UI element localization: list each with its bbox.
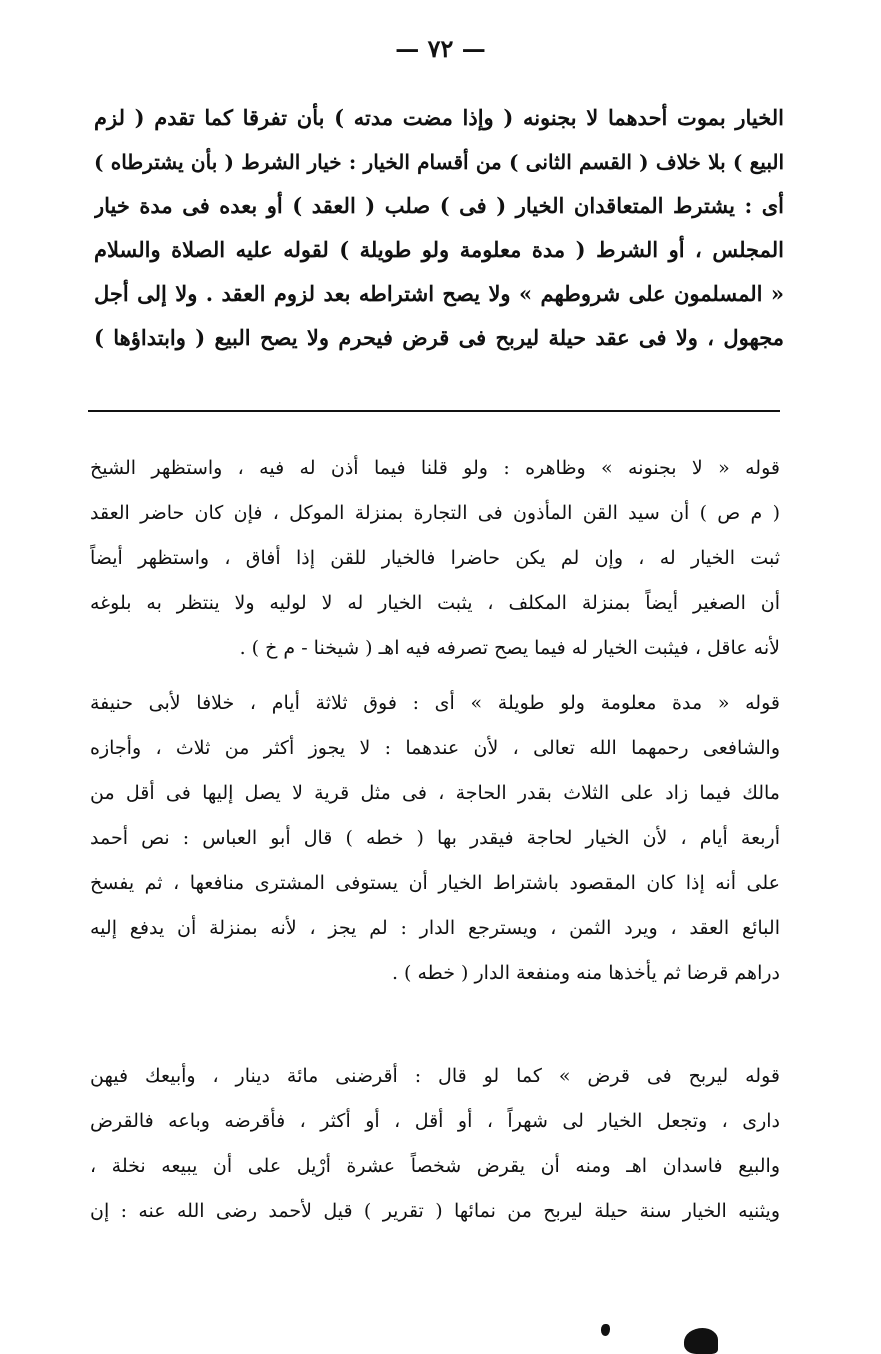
main-text-line: البيع ) بلا خلاف ( القسم الثانى ) من أقسام الخيار : خيار الشرط ( بأن يشترطاه ) <box>94 150 784 174</box>
ink-mark <box>684 1328 718 1354</box>
commentary-line: لأنه عاقل ، فيثبت الخيار له فيما يصح تصرفه فيه اهـ ( شيخنا - م خ ) . <box>239 637 780 659</box>
footnote-divider <box>88 410 780 412</box>
commentary-line: قوله « مدة معلومة ولو طويلة » أى : فوق ثلاثة أيام ، خلافا لأبى حنيفة <box>90 692 780 714</box>
main-text-line: مجهول ، ولا فى عقد حيلة ليربح فى قرض فيحرم ولا يصح البيع ( وابتداؤها ) <box>94 325 784 350</box>
main-text-block <box>94 96 784 360</box>
commentary-line: ويثنيه الخيار سنة حيلة ليربح من نمائها ( تقرير ) قيل لأحمد رضى الله عنه : إن <box>90 1200 780 1222</box>
commentary-line: ثبت الخيار له ، وإن لم يكن حاضرا فالخيار للقن إذا أفاق ، واستظهر أيضاً <box>90 547 780 569</box>
commentary-paragraph-3 <box>90 1054 780 1234</box>
main-text-line: المجلس ، أو الشرط ( مدة معلومة ولو طويلة ) لقوله عليه الصلاة والسلام <box>94 237 784 262</box>
commentary-line: دراهم قرضا ثم يأخذها منه ومنفعة الدار ( خطه ) . <box>391 962 780 984</box>
commentary-line: أربعة أيام ، لأن الخيار لحاجة فيقدر بها ( خطه ) قال أبو العباس : نص أحمد <box>90 827 780 849</box>
main-text-line: الخيار بموت أحدهما لا بجنونه ( وإذا مضت مدته ) بأن تفرقا كما تقدم ( لزم <box>94 105 784 130</box>
commentary-line: قوله ليربح فى قرض » كما لو قال : أقرضنى مائة دينار ، وأبيعك فيهن <box>90 1065 780 1087</box>
commentary-line: دارى ، وتجعل الخيار لى شهراً ، أو أقل ، أو أكثر ، فأقرضه وباعه فالقرض <box>90 1110 780 1132</box>
main-text-line: « المسلمون على شروطهم » ولا يصح اشتراطه بعد لزوم العقد . ولا إلى أجل <box>94 281 784 306</box>
commentary-line: قوله « لا بجنونه » وظاهره : ولو قلنا فيما أذن له فيه ، واستظهر الشيخ <box>90 457 780 479</box>
commentary-line: على أنه إذا كان المقصود باشتراط الخيار أن يستوفى المشترى منافعها ، ثم يفسخ <box>90 872 780 894</box>
commentary-line: مالك فيما زاد على الثلاث بقدر الحاجة ، فى مثل قرية لا يصل إليها فى أقل من <box>90 782 780 804</box>
commentary-line: أن الصغير أيضاً بمنزلة المكلف ، يثبت الخيار له لا لوليه ولا ينتظر به بلوغه <box>90 592 780 614</box>
ink-mark <box>601 1324 610 1336</box>
page-number: — ٧٢ — <box>395 34 486 63</box>
commentary-line: والشافعى رحمهما الله تعالى ، لأن عندهما : لا يجوز أكثر من ثلاث ، وأجازه <box>90 737 780 759</box>
commentary-line: والبيع فاسدان اهـ ومنه أن يقرض شخصاً عشرة أرْيل على أن يبيعه نخلة ، <box>90 1155 780 1177</box>
main-text-line: أى : يشترط المتعاقدان الخيار ( فى ) صلب ( العقد ) أو بعده فى مدة خيار <box>94 193 784 218</box>
commentary-paragraph-1 <box>90 446 780 671</box>
commentary-line: البائع العقد ، ويرد الثمن ، ويسترجع الدار : لم يجز ، لأنه بمنزلة أن يدفع إليه <box>90 917 780 939</box>
commentary-line: ( م ص ) أن سيد القن المأذون فى التجارة بمنزلة الموكل ، فإن كان حاضر العقد <box>90 502 780 524</box>
commentary-paragraph-2 <box>90 681 780 996</box>
